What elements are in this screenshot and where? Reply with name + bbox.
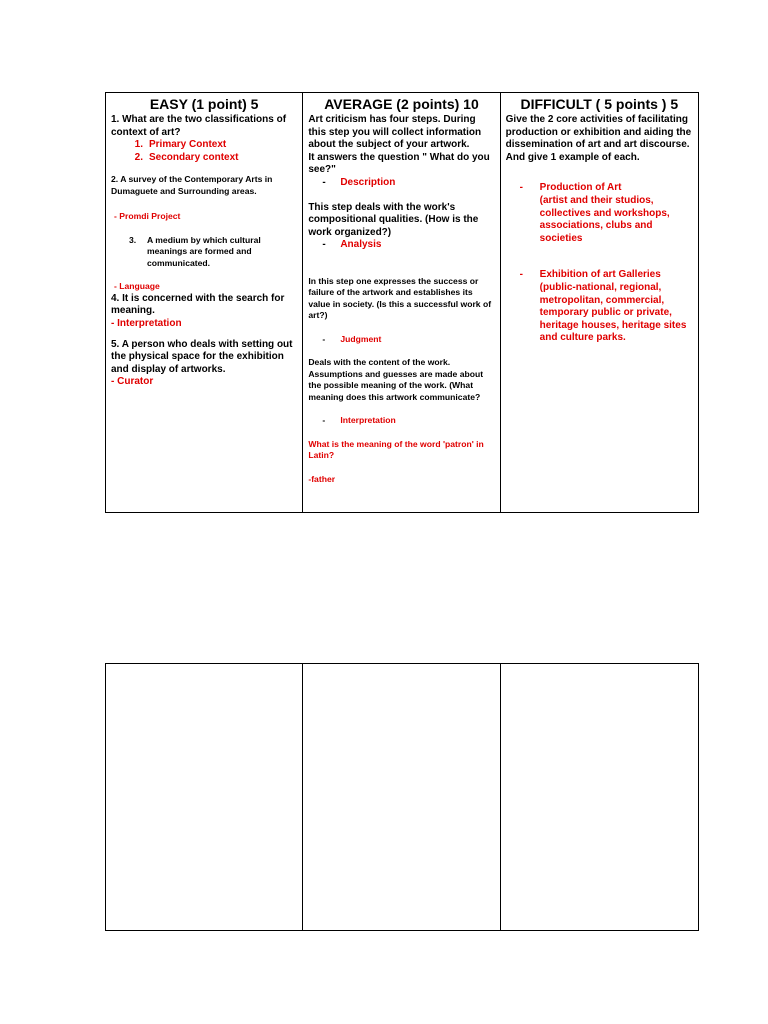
empty-table: [105, 663, 699, 931]
easy-answer-3: - Language: [114, 281, 160, 292]
dash-marker: -: [519, 182, 523, 194]
answer-text: [540, 182, 693, 245]
answer-text: Primary Context: [149, 139, 227, 151]
empty-cell: [106, 664, 303, 930]
list-number: 1.: [134, 139, 143, 151]
average-column: [303, 93, 500, 512]
average-answer-5: -father: [308, 473, 336, 484]
easy-answer-4: - Interpretation: [111, 318, 182, 330]
easy-header: EASY (1 point) 5: [149, 96, 259, 112]
average-answer-2: [308, 239, 494, 252]
answer-text: Description: [340, 176, 396, 188]
difficult-answer-2: [506, 269, 693, 345]
dash-marker: -: [322, 239, 326, 251]
questions-table: [105, 92, 699, 513]
easy-question-1: 1. What are the two classifications of context of art?: [111, 114, 287, 138]
dash-marker: -: [322, 415, 326, 426]
easy-question-2: 2. A survey of the Contemporary Arts in Dumaguete and Surrounding areas.: [111, 174, 273, 196]
question-text: A medium by which cultural meanings are formed and communicated.: [147, 234, 261, 268]
empty-cell: [501, 664, 698, 930]
empty-cell: [303, 664, 500, 930]
average-answer-1: [308, 177, 494, 190]
average-answer-4: [308, 415, 494, 427]
average-question-1: Art criticism has four steps. During this step you will collect information about the subject of your artwork.: [308, 114, 482, 151]
average-question-2: This step deals with the work's compositional qualities. (How is the work organized?): [308, 201, 479, 238]
difficult-answer-1: [506, 182, 693, 245]
list-number: 3.: [129, 234, 137, 245]
easy-question-4: 4. It is concerned with the search for meaning.: [111, 292, 285, 317]
answer-text: Judgment: [340, 333, 382, 344]
difficult-question: Give the 2 core activities of facilitating production or exhibition and aiding the dissemination of art and art discourse. And give 1 example of each.: [505, 114, 692, 163]
easy-answer-2: - Promdi Project: [114, 211, 181, 222]
answer-text: Exhibition of art Galleries (public-national, regional, metropolitan, commercial, temporary public or private, heritage houses, heritage sites and culture parks.: [539, 269, 687, 344]
easy-answer-1b: [111, 152, 297, 165]
easy-column: [106, 93, 303, 512]
answer-text: Secondary context: [149, 151, 239, 163]
dash-marker: -: [519, 269, 523, 281]
easy-answer-1a: [111, 139, 297, 152]
average-answer-3: [308, 334, 494, 346]
average-question-1b: It answers the question " What do you see?": [308, 151, 490, 176]
easy-question-3: [111, 235, 297, 270]
average-header: AVERAGE (2 points) 10: [324, 96, 479, 112]
easy-answer-5: - Curator: [111, 376, 154, 388]
answer-detail: (artist and their studios, collectives and workshops, associations, clubs and societies: [539, 194, 670, 244]
list-number: 2.: [134, 151, 143, 163]
average-question-5: What is the meaning of the word 'patron' in Latin?: [308, 438, 484, 461]
difficult-column: [501, 93, 698, 512]
answer-title: Production of Art: [539, 182, 622, 194]
average-question-3: In this step one expresses the success or failure of the artwork and establishes its value in society. (Is this a successful work of art?): [308, 275, 492, 321]
answer-text: Interpretation: [340, 415, 396, 426]
answer-text: Analysis: [340, 239, 382, 251]
difficult-header: DIFFICULT ( 5 points ) 5: [520, 96, 679, 112]
average-question-4: Deals with the content of the work. Assumptions and guesses are made about the possible meaning of the work. (What meaning does this artwork communicate?: [308, 357, 484, 402]
dash-marker: -: [322, 333, 326, 344]
easy-question-5: 5. A person who deals with setting out the physical space for the exhibition and display of artworks.: [111, 338, 293, 375]
dash-marker: -: [322, 176, 326, 188]
